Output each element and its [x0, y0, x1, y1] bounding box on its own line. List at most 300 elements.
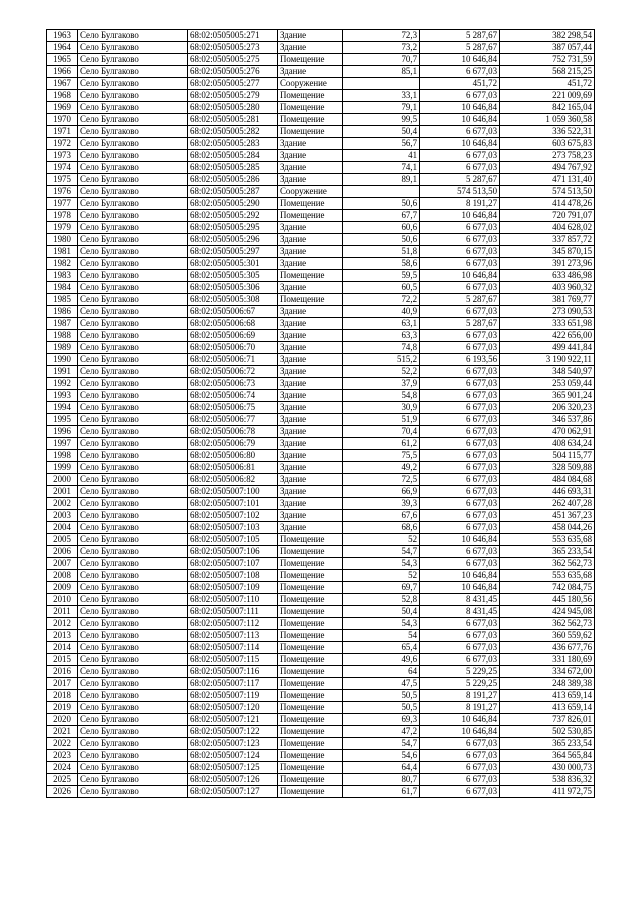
- table-row: [47, 414, 595, 426]
- cadastral-number-cell: 68:02:0505007:126: [188, 774, 278, 786]
- cadastral-value-cell: 328 509,88: [500, 462, 595, 474]
- row-number-cell: 1967: [47, 78, 78, 90]
- cadastral-number-cell: 68:02:0505005:295: [188, 222, 278, 234]
- row-number-cell: 2007: [47, 558, 78, 570]
- object-type-cell: Помещение: [278, 546, 343, 558]
- cadastral-number-cell: 68:02:0505007:112: [188, 618, 278, 630]
- cadastral-number-cell: 68:02:0505005:284: [188, 150, 278, 162]
- locality-cell: Село Булгаково: [78, 402, 188, 414]
- cadastral-number-cell: 68:02:0505005:286: [188, 174, 278, 186]
- cadastral-value-cell: 382 298,54: [500, 30, 595, 42]
- cadastral-number-cell: 68:02:0505005:282: [188, 126, 278, 138]
- cadastral-number-cell: 68:02:0505006:74: [188, 390, 278, 402]
- object-type-cell: Здание: [278, 282, 343, 294]
- row-number-cell: 1964: [47, 42, 78, 54]
- cadastral-number-cell: 68:02:0505007:127: [188, 786, 278, 798]
- object-type-cell: Здание: [278, 486, 343, 498]
- cadastral-value-cell: 413 659,14: [500, 690, 595, 702]
- table-row: [47, 534, 595, 546]
- specific-value-cell: 6 677,03: [420, 366, 500, 378]
- locality-cell: Село Булгаково: [78, 546, 188, 558]
- row-number-cell: 2020: [47, 714, 78, 726]
- locality-cell: Село Булгаково: [78, 630, 188, 642]
- cadastral-number-cell: 68:02:0505006:68: [188, 318, 278, 330]
- specific-value-cell: 6 677,03: [420, 786, 500, 798]
- area-cell: 54,3: [343, 558, 420, 570]
- cadastral-number-cell: 68:02:0505006:82: [188, 474, 278, 486]
- cadastral-number-cell: 68:02:0505007:119: [188, 690, 278, 702]
- table-row: [47, 222, 595, 234]
- table-row: [47, 786, 595, 798]
- cadastral-number-cell: 68:02:0505007:122: [188, 726, 278, 738]
- locality-cell: Село Булгаково: [78, 510, 188, 522]
- area-cell: 54,8: [343, 390, 420, 402]
- cadastral-number-cell: 68:02:0505005:296: [188, 234, 278, 246]
- area-cell: 37,9: [343, 378, 420, 390]
- object-type-cell: Помещение: [278, 762, 343, 774]
- object-type-cell: Здание: [278, 450, 343, 462]
- cadastral-value-cell: 458 044,26: [500, 522, 595, 534]
- area-cell: 66,9: [343, 486, 420, 498]
- object-type-cell: Здание: [278, 522, 343, 534]
- locality-cell: Село Булгаково: [78, 270, 188, 282]
- locality-cell: Село Булгаково: [78, 294, 188, 306]
- row-number-cell: 1969: [47, 102, 78, 114]
- table-row: [47, 402, 595, 414]
- area-cell: 72,3: [343, 30, 420, 42]
- cadastral-value-cell: 471 131,40: [500, 174, 595, 186]
- cadastral-number-cell: 68:02:0505007:100: [188, 486, 278, 498]
- row-number-cell: 1994: [47, 402, 78, 414]
- row-number-cell: 1982: [47, 258, 78, 270]
- cadastral-value-cell: 273 758,23: [500, 150, 595, 162]
- specific-value-cell: 6 677,03: [420, 162, 500, 174]
- locality-cell: Село Булгаково: [78, 738, 188, 750]
- area-cell: 51,8: [343, 246, 420, 258]
- area-cell: 33,1: [343, 90, 420, 102]
- row-number-cell: 2026: [47, 786, 78, 798]
- row-number-cell: 2011: [47, 606, 78, 618]
- cadastral-number-cell: 68:02:0505005:279: [188, 90, 278, 102]
- cadastral-number-cell: 68:02:0505006:79: [188, 438, 278, 450]
- locality-cell: Село Булгаково: [78, 570, 188, 582]
- table-row: [47, 630, 595, 642]
- specific-value-cell: 6 677,03: [420, 630, 500, 642]
- cadastral-value-cell: 538 836,32: [500, 774, 595, 786]
- cadastral-number-cell: 68:02:0505005:305: [188, 270, 278, 282]
- cadastral-number-cell: 68:02:0505005:273: [188, 42, 278, 54]
- table-row: [47, 714, 595, 726]
- area-cell: 54,7: [343, 546, 420, 558]
- specific-value-cell: 6 677,03: [420, 246, 500, 258]
- row-number-cell: 1992: [47, 378, 78, 390]
- cadastral-value-cell: 365 233,54: [500, 738, 595, 750]
- row-number-cell: 2009: [47, 582, 78, 594]
- cadastral-value-cell: 348 540,97: [500, 366, 595, 378]
- object-type-cell: Помещение: [278, 90, 343, 102]
- area-cell: 52,2: [343, 366, 420, 378]
- specific-value-cell: 6 677,03: [420, 234, 500, 246]
- table-row: [47, 642, 595, 654]
- table-row: [47, 762, 595, 774]
- object-type-cell: Здание: [278, 150, 343, 162]
- locality-cell: Село Булгаково: [78, 726, 188, 738]
- cadastral-number-cell: 68:02:0505005:292: [188, 210, 278, 222]
- area-cell: 41: [343, 150, 420, 162]
- specific-value-cell: 6 677,03: [420, 774, 500, 786]
- table-row: [47, 162, 595, 174]
- row-number-cell: 2016: [47, 666, 78, 678]
- row-number-cell: 2003: [47, 510, 78, 522]
- cadastral-value-cell: 331 180,69: [500, 654, 595, 666]
- area-cell: 67,6: [343, 510, 420, 522]
- cadastral-value-cell: 387 057,44: [500, 42, 595, 54]
- area-cell: 50,6: [343, 234, 420, 246]
- specific-value-cell: 6 677,03: [420, 498, 500, 510]
- table-row: [47, 114, 595, 126]
- locality-cell: Село Булгаково: [78, 750, 188, 762]
- cadastral-value-cell: 381 769,77: [500, 294, 595, 306]
- table-row: [47, 282, 595, 294]
- table-row: [47, 366, 595, 378]
- row-number-cell: 2019: [47, 702, 78, 714]
- table-row: [47, 390, 595, 402]
- specific-value-cell: 10 646,84: [420, 726, 500, 738]
- object-type-cell: Здание: [278, 330, 343, 342]
- cadastral-value-cell: 248 389,38: [500, 678, 595, 690]
- locality-cell: Село Булгаково: [78, 426, 188, 438]
- area-cell: 56,7: [343, 138, 420, 150]
- object-type-cell: Здание: [278, 366, 343, 378]
- specific-value-cell: 6 677,03: [420, 378, 500, 390]
- area-cell: 60,6: [343, 222, 420, 234]
- row-number-cell: 1998: [47, 450, 78, 462]
- cadastral-value-cell: 553 635,68: [500, 534, 595, 546]
- table-row: [47, 426, 595, 438]
- object-type-cell: Помещение: [278, 582, 343, 594]
- specific-value-cell: 6 677,03: [420, 126, 500, 138]
- cadastral-value-cell: 633 486,98: [500, 270, 595, 282]
- table-row: [47, 66, 595, 78]
- locality-cell: Село Булгаково: [78, 702, 188, 714]
- specific-value-cell: 10 646,84: [420, 114, 500, 126]
- object-type-cell: Здание: [278, 222, 343, 234]
- area-cell: 58,6: [343, 258, 420, 270]
- row-number-cell: 2008: [47, 570, 78, 582]
- area-cell: 69,7: [343, 582, 420, 594]
- area-cell: 67,7: [343, 210, 420, 222]
- cadastral-number-cell: 68:02:0505005:306: [188, 282, 278, 294]
- table-row: [47, 606, 595, 618]
- object-type-cell: Помещение: [278, 666, 343, 678]
- row-number-cell: 2024: [47, 762, 78, 774]
- specific-value-cell: 6 677,03: [420, 66, 500, 78]
- cadastral-number-cell: 68:02:0505006:78: [188, 426, 278, 438]
- row-number-cell: 1963: [47, 30, 78, 42]
- cadastral-value-cell: 365 901,24: [500, 390, 595, 402]
- object-type-cell: Помещение: [278, 102, 343, 114]
- specific-value-cell: 8 191,27: [420, 198, 500, 210]
- specific-value-cell: 10 646,84: [420, 270, 500, 282]
- specific-value-cell: 10 646,84: [420, 138, 500, 150]
- area-cell: 63,3: [343, 330, 420, 342]
- cadastral-value-cell: 737 826,01: [500, 714, 595, 726]
- table-row: [47, 702, 595, 714]
- object-type-cell: Помещение: [278, 690, 343, 702]
- area-cell: 70,4: [343, 426, 420, 438]
- area-cell: 61,7: [343, 786, 420, 798]
- object-type-cell: Помещение: [278, 702, 343, 714]
- table-row: [47, 78, 595, 90]
- cadastral-number-cell: 68:02:0505007:101: [188, 498, 278, 510]
- cadastral-number-cell: 68:02:0505007:109: [188, 582, 278, 594]
- locality-cell: Село Булгаково: [78, 54, 188, 66]
- cadastral-value-cell: 411 972,75: [500, 786, 595, 798]
- row-number-cell: 1986: [47, 306, 78, 318]
- cadastral-value-cell: 502 530,85: [500, 726, 595, 738]
- locality-cell: Село Булгаково: [78, 666, 188, 678]
- object-type-cell: Здание: [278, 510, 343, 522]
- cadastral-number-cell: 68:02:0505005:297: [188, 246, 278, 258]
- cadastral-number-cell: 68:02:0505005:275: [188, 54, 278, 66]
- cadastral-number-cell: 68:02:0505005:287: [188, 186, 278, 198]
- object-type-cell: Здание: [278, 402, 343, 414]
- cadastral-number-cell: 68:02:0505007:105: [188, 534, 278, 546]
- table-row: [47, 558, 595, 570]
- table-row: [47, 510, 595, 522]
- specific-value-cell: 6 677,03: [420, 414, 500, 426]
- area-cell: 54,6: [343, 750, 420, 762]
- cadastral-number-cell: 68:02:0505005:290: [188, 198, 278, 210]
- row-number-cell: 1976: [47, 186, 78, 198]
- specific-value-cell: 10 646,84: [420, 570, 500, 582]
- area-cell: 54,7: [343, 738, 420, 750]
- specific-value-cell: 8 191,27: [420, 690, 500, 702]
- row-number-cell: 2021: [47, 726, 78, 738]
- specific-value-cell: 6 677,03: [420, 654, 500, 666]
- cadastral-number-cell: 68:02:0505005:285: [188, 162, 278, 174]
- locality-cell: Село Булгаково: [78, 642, 188, 654]
- cadastral-number-cell: 68:02:0505006:75: [188, 402, 278, 414]
- area-cell: 47,2: [343, 726, 420, 738]
- row-number-cell: 1988: [47, 330, 78, 342]
- locality-cell: Село Булгаково: [78, 30, 188, 42]
- object-type-cell: Здание: [278, 342, 343, 354]
- area-cell: 72,2: [343, 294, 420, 306]
- object-type-cell: Здание: [278, 378, 343, 390]
- locality-cell: Село Булгаково: [78, 258, 188, 270]
- locality-cell: Село Булгаково: [78, 282, 188, 294]
- cadastral-value-cell: 484 084,68: [500, 474, 595, 486]
- cadastral-value-cell: 3 190 922,11: [500, 354, 595, 366]
- row-number-cell: 1968: [47, 90, 78, 102]
- specific-value-cell: 6 677,03: [420, 438, 500, 450]
- row-number-cell: 1975: [47, 174, 78, 186]
- object-type-cell: Здание: [278, 426, 343, 438]
- locality-cell: Село Булгаково: [78, 102, 188, 114]
- specific-value-cell: 6 677,03: [420, 150, 500, 162]
- specific-value-cell: 6 677,03: [420, 558, 500, 570]
- cadastral-value-cell: 336 522,31: [500, 126, 595, 138]
- table-row: [47, 330, 595, 342]
- area-cell: 30,9: [343, 402, 420, 414]
- specific-value-cell: 6 677,03: [420, 342, 500, 354]
- table-row: [47, 102, 595, 114]
- cadastral-value-cell: 504 115,77: [500, 450, 595, 462]
- locality-cell: Село Булгаково: [78, 342, 188, 354]
- cadastral-number-cell: 68:02:0505006:67: [188, 306, 278, 318]
- table-row: [47, 258, 595, 270]
- table-row: [47, 234, 595, 246]
- cadastral-value-cell: 262 407,28: [500, 498, 595, 510]
- object-type-cell: Помещение: [278, 570, 343, 582]
- specific-value-cell: 451,72: [420, 78, 500, 90]
- cadastral-number-cell: 68:02:0505006:77: [188, 414, 278, 426]
- area-cell: 80,7: [343, 774, 420, 786]
- object-type-cell: Здание: [278, 390, 343, 402]
- table-row: [47, 690, 595, 702]
- row-number-cell: 2014: [47, 642, 78, 654]
- object-type-cell: Здание: [278, 174, 343, 186]
- object-type-cell: Помещение: [278, 630, 343, 642]
- locality-cell: Село Булгаково: [78, 474, 188, 486]
- object-type-cell: Помещение: [278, 726, 343, 738]
- area-cell: 60,5: [343, 282, 420, 294]
- locality-cell: Село Булгаково: [78, 498, 188, 510]
- object-type-cell: Сооружение: [278, 186, 343, 198]
- cadastral-value-cell: 391 273,96: [500, 258, 595, 270]
- row-number-cell: 1989: [47, 342, 78, 354]
- locality-cell: Село Булгаково: [78, 786, 188, 798]
- row-number-cell: 2006: [47, 546, 78, 558]
- table-row: [47, 246, 595, 258]
- area-cell: 50,5: [343, 690, 420, 702]
- table-row: [47, 774, 595, 786]
- cadastral-number-cell: 68:02:0505007:120: [188, 702, 278, 714]
- object-type-cell: Помещение: [278, 786, 343, 798]
- cadastral-number-cell: 68:02:0505007:115: [188, 654, 278, 666]
- table-row: [47, 666, 595, 678]
- locality-cell: Село Булгаково: [78, 78, 188, 90]
- cadastral-number-cell: 68:02:0505005:308: [188, 294, 278, 306]
- specific-value-cell: 6 677,03: [420, 402, 500, 414]
- cadastral-number-cell: 68:02:0505007:121: [188, 714, 278, 726]
- row-number-cell: 2018: [47, 690, 78, 702]
- area-cell: 50,4: [343, 126, 420, 138]
- cadastral-value-cell: 408 634,24: [500, 438, 595, 450]
- row-number-cell: 1973: [47, 150, 78, 162]
- locality-cell: Село Булгаково: [78, 306, 188, 318]
- table-row: [47, 570, 595, 582]
- area-cell: 75,5: [343, 450, 420, 462]
- table-row: [47, 30, 595, 42]
- specific-value-cell: 10 646,84: [420, 714, 500, 726]
- row-number-cell: 1984: [47, 282, 78, 294]
- object-type-cell: Помещение: [278, 294, 343, 306]
- area-cell: 73,2: [343, 42, 420, 54]
- area-cell: 64,4: [343, 762, 420, 774]
- area-cell: 65,4: [343, 642, 420, 654]
- specific-value-cell: 6 677,03: [420, 738, 500, 750]
- specific-value-cell: 6 677,03: [420, 642, 500, 654]
- locality-cell: Село Булгаково: [78, 42, 188, 54]
- cadastral-value-cell: 422 656,00: [500, 330, 595, 342]
- row-number-cell: 1977: [47, 198, 78, 210]
- row-number-cell: 1995: [47, 414, 78, 426]
- area-cell: 64: [343, 666, 420, 678]
- cadastral-number-cell: 68:02:0505007:110: [188, 594, 278, 606]
- cadastral-value-cell: 603 675,83: [500, 138, 595, 150]
- locality-cell: Село Булгаково: [78, 210, 188, 222]
- row-number-cell: 1999: [47, 462, 78, 474]
- object-type-cell: Здание: [278, 30, 343, 42]
- table-row: [47, 654, 595, 666]
- object-type-cell: Помещение: [278, 642, 343, 654]
- row-number-cell: 1971: [47, 126, 78, 138]
- locality-cell: Село Булгаково: [78, 606, 188, 618]
- cadastral-number-cell: 68:02:0505007:106: [188, 546, 278, 558]
- object-type-cell: Помещение: [278, 606, 343, 618]
- locality-cell: Село Булгаково: [78, 234, 188, 246]
- table-row: [47, 594, 595, 606]
- object-type-cell: Здание: [278, 162, 343, 174]
- row-number-cell: 2017: [47, 678, 78, 690]
- row-number-cell: 2010: [47, 594, 78, 606]
- cadastral-number-cell: 68:02:0505005:276: [188, 66, 278, 78]
- area-cell: [343, 78, 420, 90]
- locality-cell: Село Булгаково: [78, 114, 188, 126]
- table-row: [47, 126, 595, 138]
- object-type-cell: Помещение: [278, 618, 343, 630]
- cadastral-value-cell: 364 565,84: [500, 750, 595, 762]
- row-number-cell: 1985: [47, 294, 78, 306]
- table-row: [47, 462, 595, 474]
- row-number-cell: 1980: [47, 234, 78, 246]
- table-row: [47, 150, 595, 162]
- specific-value-cell: 8 431,45: [420, 594, 500, 606]
- table-row: [47, 186, 595, 198]
- table-row: [47, 522, 595, 534]
- specific-value-cell: 6 677,03: [420, 762, 500, 774]
- object-type-cell: Здание: [278, 318, 343, 330]
- row-number-cell: 1966: [47, 66, 78, 78]
- area-cell: 70,7: [343, 54, 420, 66]
- cadastral-value-cell: 345 870,15: [500, 246, 595, 258]
- area-cell: 72,5: [343, 474, 420, 486]
- object-type-cell: Помещение: [278, 534, 343, 546]
- row-number-cell: 2025: [47, 774, 78, 786]
- locality-cell: Село Булгаково: [78, 486, 188, 498]
- table-body: [47, 30, 595, 798]
- specific-value-cell: 5 287,67: [420, 318, 500, 330]
- cadastral-value-cell: 424 945,08: [500, 606, 595, 618]
- area-cell: 50,6: [343, 198, 420, 210]
- object-type-cell: Здание: [278, 66, 343, 78]
- object-type-cell: Здание: [278, 306, 343, 318]
- locality-cell: Село Булгаково: [78, 90, 188, 102]
- specific-value-cell: 6 677,03: [420, 474, 500, 486]
- specific-value-cell: 6 677,03: [420, 522, 500, 534]
- locality-cell: Село Булгаково: [78, 462, 188, 474]
- row-number-cell: 1972: [47, 138, 78, 150]
- object-type-cell: Помещение: [278, 54, 343, 66]
- specific-value-cell: 6 677,03: [420, 306, 500, 318]
- cadastral-value-cell: 720 791,07: [500, 210, 595, 222]
- object-type-cell: Помещение: [278, 738, 343, 750]
- table-row: [47, 474, 595, 486]
- table-row: [47, 354, 595, 366]
- cadastral-number-cell: 68:02:0505005:271: [188, 30, 278, 42]
